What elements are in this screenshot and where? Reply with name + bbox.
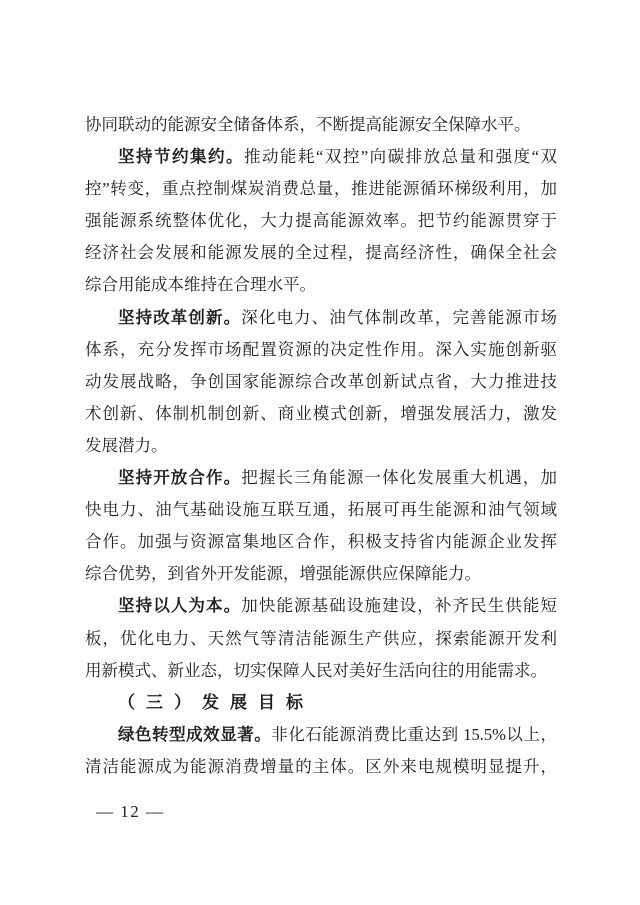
paragraph-line	[85, 655, 557, 687]
paragraph-line	[85, 719, 557, 751]
paragraph-line	[85, 494, 557, 526]
section-heading-text: （三）发展目标	[118, 692, 314, 712]
paragraph-line	[85, 430, 557, 462]
line-text: 把握长三角能源一体化发展重大机遇，加	[241, 468, 557, 488]
line-lead-bold: 坚持开放合作。	[118, 468, 242, 488]
line-lead-bold: 坚持改革创新。	[118, 307, 242, 327]
paragraph-line	[85, 366, 557, 398]
line-lead-bold: 坚持节约集约。	[118, 147, 245, 167]
paragraph-line	[85, 334, 557, 366]
paragraph-line	[85, 141, 557, 173]
paragraph-line	[85, 751, 557, 783]
line-text: 协同联动的能源安全储备体系，不断提高能源安全保障水平。	[85, 115, 531, 134]
line-text: 推动能耗“双控”向碳排放总量和强度“双	[244, 147, 557, 167]
line-text: 强能源系统整体优化，大力提高能源效率。把节约能源贯穿于	[85, 211, 557, 231]
line-text: 加快能源基础设施建设，补齐民生供能短	[241, 596, 557, 616]
line-text: 综合优势，到省外开发能源，增强能源供应保障能力。	[85, 564, 481, 584]
paragraph-line	[85, 526, 557, 558]
line-text: 动发展战略，争创国家能源综合改革创新试点省，大力推进技	[85, 371, 557, 391]
line-lead-bold: 绿色转型成效显著。	[118, 724, 272, 744]
line-lead-bold: 坚持以人为本。	[118, 596, 242, 616]
section-heading	[85, 687, 557, 719]
paragraph-line	[85, 109, 557, 141]
paragraph-line	[85, 302, 557, 334]
line-text: 用新模式、新业态，切实保障人民对美好生活向往的用能需求。	[85, 660, 547, 680]
line-text: 合作。加强与资源富集地区合作，积极支持省内能源企业发挥	[85, 532, 557, 552]
paragraph-line	[85, 623, 557, 655]
line-text: 清洁能源成为能源消费增量的主体。区外来电规模明显提升，	[85, 756, 557, 776]
line-text: 非化石能源消费比重达到 15.5%以上，	[271, 724, 557, 744]
body-text	[85, 109, 557, 783]
paragraph-line	[85, 237, 557, 269]
line-text: 板，优化电力、天然气等清洁能源生产供应，探索能源开发利	[85, 628, 557, 648]
paragraph-line	[85, 590, 557, 622]
line-text: 经济社会发展和能源发展的全过程，提高经济性，确保全社会	[85, 243, 557, 263]
paragraph-line	[85, 269, 557, 301]
line-text: 术创新、体制机制创新、商业模式创新，增强发展活力，激发	[85, 403, 557, 423]
paragraph-line	[85, 462, 557, 494]
line-text: 综合用能成本维持在合理水平。	[85, 275, 316, 295]
line-text: 深化电力、油气体制改革，完善能源市场	[241, 307, 557, 327]
paragraph-line	[85, 173, 557, 205]
line-text: 发展潜力。	[85, 435, 168, 455]
page-number: — 12 —	[96, 802, 165, 821]
paragraph-line	[85, 398, 557, 430]
line-text: 体系，充分发挥市场配置资源的决定性作用。深入实施创新驱	[85, 339, 557, 359]
paragraph-line	[85, 558, 557, 590]
paragraph-line	[85, 205, 557, 237]
line-text: 控”转变，重点控制煤炭消费总量，推进能源循环梯级利用，加	[85, 179, 557, 199]
line-text: 快电力、油气基础设施互联互通，拓展可再生能源和油气领域	[85, 500, 557, 520]
